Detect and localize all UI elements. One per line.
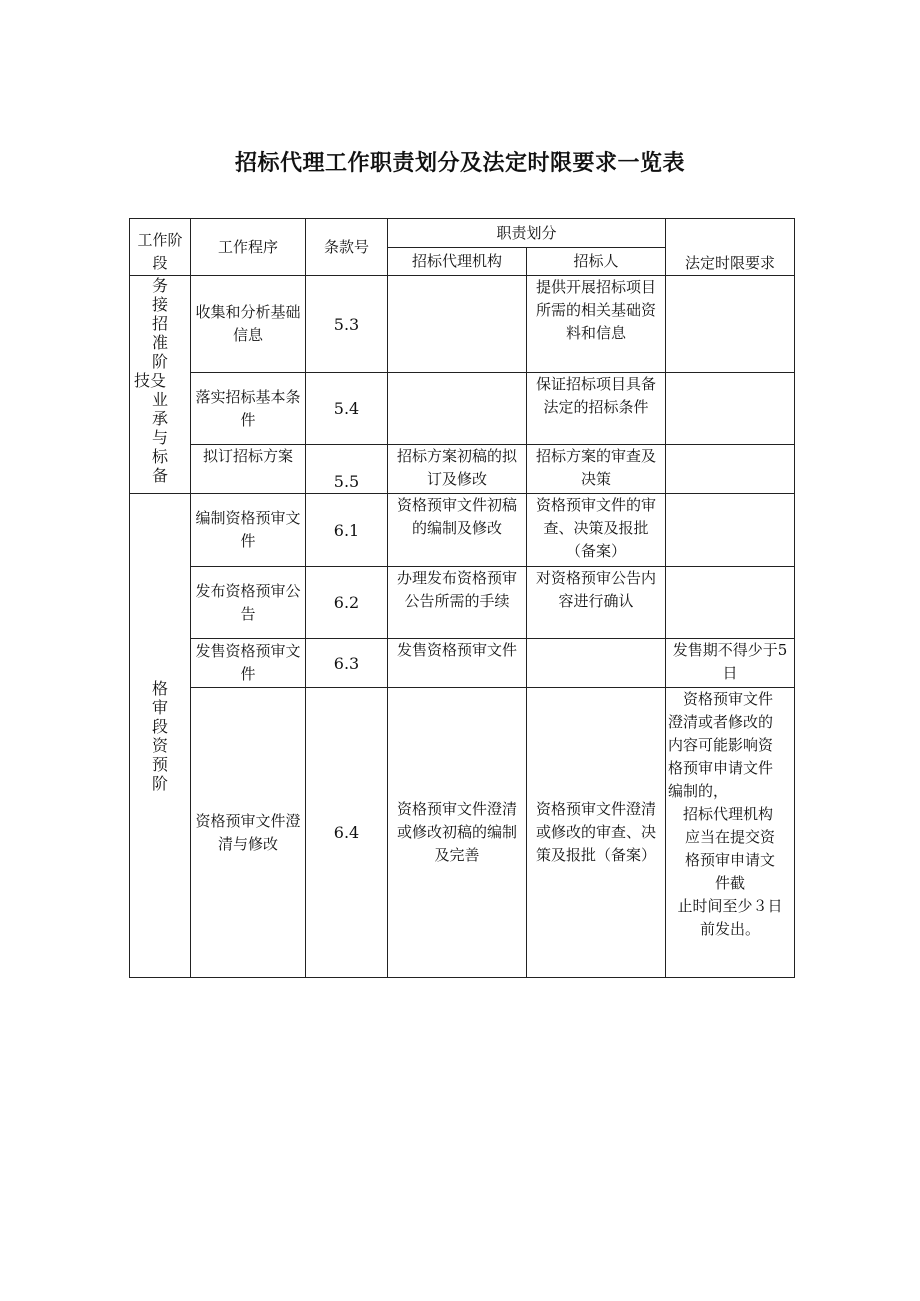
limit-line: 格预审申请文件 — [668, 759, 774, 777]
header-procedure: 工作程序 — [191, 219, 306, 276]
stage-char: 承 — [151, 409, 168, 428]
limit-line: 内容可能影响资 — [668, 736, 774, 754]
limit-line: 止时间至少３日 — [677, 897, 783, 915]
limit-line: 件截 — [715, 874, 746, 892]
procedure-cell: 发售资格预审文件 — [191, 639, 306, 688]
agency-cell: 招标方案初稿的拟订及修改 — [388, 445, 527, 494]
tenderer-cell: 对资格预审公告内容进行确认 — [527, 567, 666, 639]
table-row — [130, 639, 795, 688]
limit-line: 编制的， — [668, 782, 729, 800]
agency-cell: 办理发布资格预审公告所需的手续 — [388, 567, 527, 639]
clause-cell: 6.1 — [306, 494, 388, 567]
stage-char: 阶 — [151, 773, 168, 793]
procedure-cell: 落实招标基本条件 — [191, 373, 306, 445]
clause-cell: 6.2 — [306, 567, 388, 639]
table-row — [130, 276, 795, 373]
clause-cell: 5.3 — [306, 276, 388, 373]
stage-char: 与 — [151, 428, 168, 447]
procedure-cell: 拟订招标方案 — [191, 445, 306, 494]
tenderer-cell: 招标方案的审查及决策 — [527, 445, 666, 494]
procedure-cell: 发布资格预审公告 — [191, 567, 306, 639]
stage-char: 备 — [151, 466, 168, 485]
header-stage: 工作阶段 — [130, 219, 191, 276]
clause-cell: 5.4 — [306, 373, 388, 445]
limit-line: 招标代理机构 — [668, 805, 774, 823]
procedure-cell: 编制资格预审文件 — [191, 494, 306, 567]
limit-line: 资格预审文件 — [668, 690, 774, 708]
limit-cell — [666, 494, 795, 567]
agency-cell: 发售资格预审文件 — [388, 639, 527, 688]
table-row — [130, 688, 795, 978]
procedure-cell: 资格预审文件澄清与修改 — [191, 688, 306, 978]
stage-char: 格 — [151, 678, 168, 698]
stage-char: 标 — [151, 447, 168, 466]
header-row-1 — [130, 219, 795, 248]
tenderer-cell: 资格预审文件的审查、决策及报批（备案） — [527, 494, 666, 567]
stage-char: 务 — [151, 276, 168, 295]
limit-line: 格预审申请文 — [685, 851, 776, 869]
header-agency: 招标代理机构 — [388, 248, 527, 276]
stage-char: 阶 — [151, 352, 168, 371]
header-clause: 条款号 — [306, 219, 388, 276]
limit-line: 应当在提交资 — [685, 828, 776, 846]
stage-char: 准 — [151, 333, 168, 352]
agency-cell: 资格预审文件澄清或修改初稿的编制及完善 — [388, 688, 527, 978]
table-row — [130, 445, 795, 494]
agency-cell — [388, 373, 527, 445]
duty-table — [129, 218, 795, 978]
limit-cell — [666, 373, 795, 445]
stage-prequalification — [130, 494, 191, 978]
stage-char: 资 — [151, 735, 168, 755]
clause-cell: 6.3 — [306, 639, 388, 688]
limit-cell — [666, 445, 795, 494]
header-time-limit: 法定时限要求 — [666, 219, 795, 276]
tenderer-cell: 提供开展招标项目所需的相关基础资料和信息 — [527, 276, 666, 373]
header-tenderer: 招标人 — [527, 248, 666, 276]
page-title: 招标代理工作职责划分及法定时限要求一览表 — [234, 151, 685, 176]
stage-char: 招 — [151, 314, 168, 333]
header-duty-division: 职责划分 — [388, 219, 666, 248]
stage-char: 接 — [151, 295, 168, 314]
stage-char: 业 — [151, 390, 168, 409]
table-row — [130, 567, 795, 639]
limit-line: 前发出。 — [700, 920, 761, 938]
limit-cell — [666, 276, 795, 373]
tenderer-cell: 保证招标项目具备法定的招标条件 — [527, 373, 666, 445]
agency-cell — [388, 276, 527, 373]
table-row — [130, 494, 795, 567]
stage-char: 审 — [151, 697, 168, 717]
stage-bidding-preparation — [130, 276, 191, 494]
stage-char: 预 — [151, 754, 168, 774]
limit-cell — [666, 567, 795, 639]
table-row — [130, 373, 795, 445]
limit-cell-6-4 — [666, 688, 795, 978]
clause-cell: 6.4 — [306, 688, 388, 978]
limit-cell: 发售期不得少于5日 — [666, 639, 795, 688]
tenderer-cell: 资格预审文件澄清或修改的审查、决策及报批（备案） — [527, 688, 666, 978]
agency-cell: 资格预审文件初稿的编制及修改 — [388, 494, 527, 567]
procedure-cell: 收集和分析基础信息 — [191, 276, 306, 373]
limit-line: 澄清或者修改的 — [668, 713, 774, 731]
stage-char: 段 — [151, 716, 168, 736]
tenderer-cell — [527, 639, 666, 688]
clause-cell: 5.5 — [306, 445, 388, 494]
stage-char: 技殳 — [133, 371, 166, 390]
